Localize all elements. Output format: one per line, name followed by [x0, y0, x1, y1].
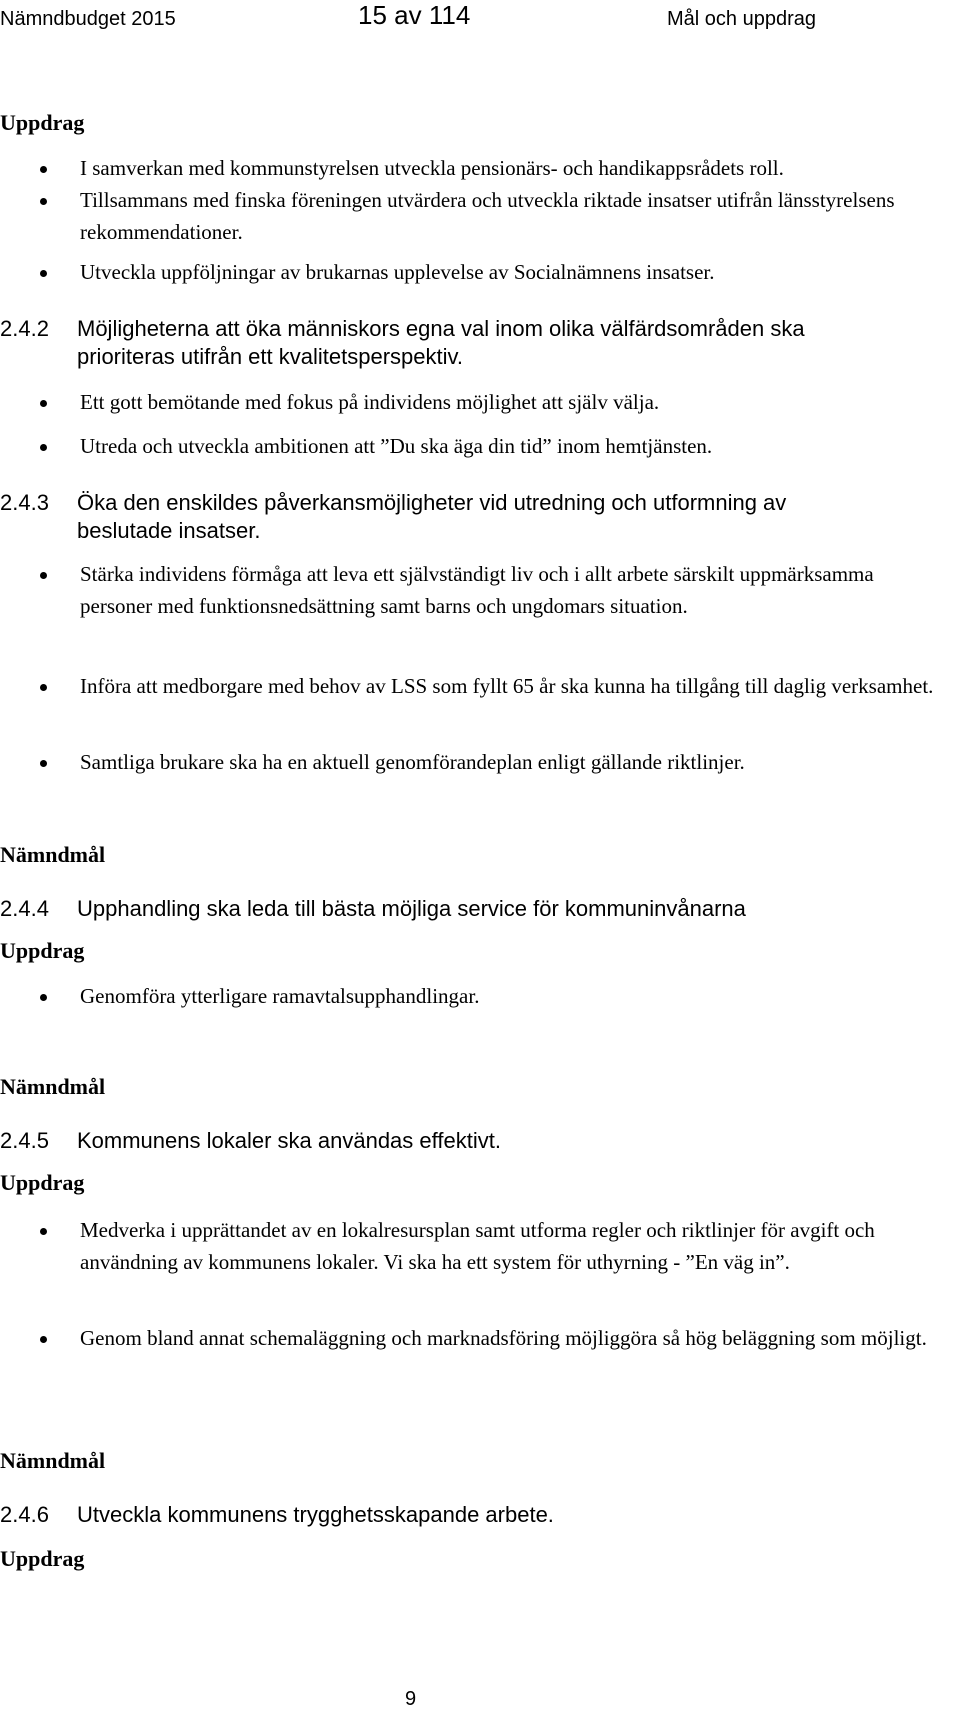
list-item: Genom bland annat schemaläggning och marknadsföring möjliggöra så hög beläggning som möjligt.: [40, 1322, 940, 1354]
goal-heading-2-4-3-cont: beslutade insatser.: [77, 518, 261, 543]
goal-heading-2-4-2: 2.4.2 Möjligheterna att öka människors egna val inom olika välfärdsområden ska: [0, 316, 805, 341]
bullet-icon: [40, 760, 47, 767]
namndmal-label: Nämndmål: [0, 1074, 106, 1099]
uppdrag-label: Uppdrag: [0, 110, 85, 135]
list-item: Medverka i upprättandet av en lokalresursplan samt utforma regler och riktlinjer för avgift och användning av kommunens lokaler. Vi ska ha ett system för uthyrning - ”En väg in”.: [40, 1214, 940, 1278]
bullet-icon: [40, 270, 47, 277]
bullet-icon: [40, 684, 47, 691]
header-right-title: Mål och uppdrag: [667, 8, 816, 30]
goal-heading-2-4-2-cont: prioriteras utifrån ett kvalitetsperspektiv.: [77, 344, 463, 369]
list-item: Tillsammans med finska föreningen utvärdera och utveckla riktade insatser utifrån länsstyrelsens rekommendationer.: [40, 184, 940, 248]
list-item: Genomföra ytterligare ramavtalsupphandlingar.: [40, 980, 940, 1012]
page-counter: 15 av 114: [358, 0, 471, 30]
list-item: Stärka individens förmåga att leva ett självständigt liv och i allt arbete särskilt uppmärksamma personer med funktionsnedsättning samt barns och ungdomars situation.: [40, 558, 940, 622]
list-item: Samtliga brukare ska ha en aktuell genomförandeplan enligt gällande riktlinjer.: [40, 746, 940, 778]
uppdrag-label: Uppdrag: [0, 1170, 85, 1195]
list-item: Ett gott bemötande med fokus på individens möjlighet att själv välja.: [40, 386, 940, 418]
bullet-icon: [40, 400, 47, 407]
page-number: 9: [405, 1688, 417, 1710]
bullet-icon: [40, 1336, 47, 1343]
namndmal-label: Nämndmål: [0, 842, 106, 867]
header-left-title: Nämndbudget 2015: [0, 8, 176, 30]
goal-heading-2-4-4: 2.4.4 Upphandling ska leda till bästa möjliga service för kommuninvånarna: [0, 896, 746, 921]
bullet-icon: [40, 994, 47, 1001]
list-item: Införa att medborgare med behov av LSS som fyllt 65 år ska kunna ha tillgång till daglig verksamhet.: [40, 670, 940, 702]
goal-heading-2-4-5: 2.4.5 Kommunens lokaler ska användas effektivt.: [0, 1128, 501, 1153]
list-item: Utveckla uppföljningar av brukarnas upplevelse av Socialnämnens insatser.: [40, 256, 940, 288]
bullet-icon: [40, 444, 47, 451]
bullet-icon: [40, 1228, 47, 1235]
list-item: I samverkan med kommunstyrelsen utveckla pensionärs- och handikappsrådets roll.: [40, 152, 940, 184]
goal-heading-2-4-6: 2.4.6 Utveckla kommunens trygghetsskapande arbete.: [0, 1502, 554, 1527]
uppdrag-label: Uppdrag: [0, 1546, 85, 1571]
list-item: Utreda och utveckla ambitionen att ”Du ska äga din tid” inom hemtjänsten.: [40, 430, 940, 462]
bullet-icon: [40, 198, 47, 205]
namndmal-label: Nämndmål: [0, 1448, 106, 1473]
goal-heading-2-4-3: 2.4.3 Öka den enskildes påverkansmöjligheter vid utredning och utformning av: [0, 490, 787, 515]
uppdrag-label: Uppdrag: [0, 938, 85, 963]
bullet-icon: [40, 166, 47, 173]
bullet-icon: [40, 572, 47, 579]
